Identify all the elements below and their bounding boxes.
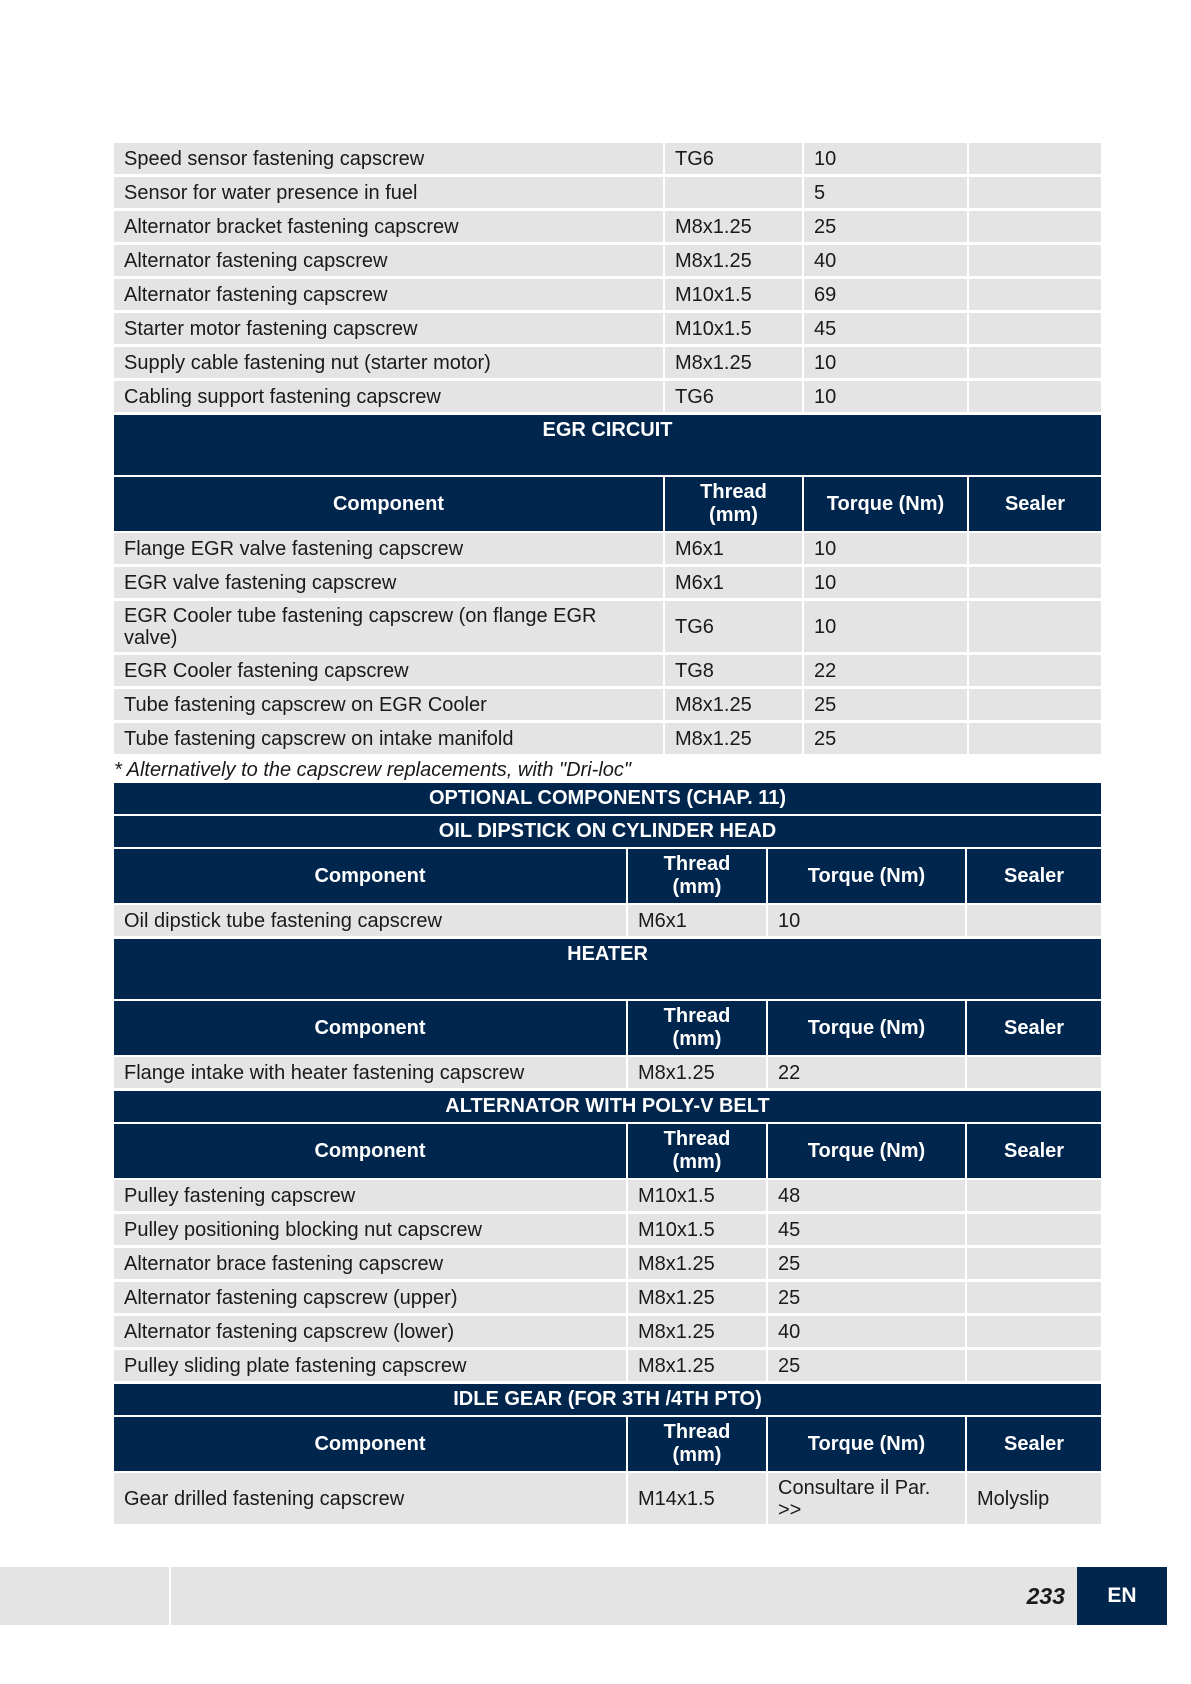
torque-cell: 10 xyxy=(803,566,968,600)
sealer-cell xyxy=(966,1056,1101,1090)
component-header: Component xyxy=(114,1416,627,1472)
torque-cell: 10 xyxy=(803,143,968,176)
sealer-cell xyxy=(968,532,1101,566)
optional-section-title: OPTIONAL COMPONENTS (CHAP. 11) xyxy=(114,783,1101,815)
thread-header xyxy=(627,1416,767,1472)
component-cell: EGR Cooler fastening capscrew xyxy=(114,654,664,688)
torque-header: Torque (Nm) xyxy=(767,1123,966,1179)
sealer-cell xyxy=(966,1179,1101,1213)
sealer-cell xyxy=(966,1213,1101,1247)
table-row xyxy=(114,244,1101,278)
thread-header xyxy=(627,848,767,904)
torque-cell: 10 xyxy=(803,532,968,566)
table-row xyxy=(114,654,1101,688)
footer-left-block xyxy=(0,1567,169,1625)
table-row xyxy=(114,532,1101,566)
component-cell: Flange EGR valve fastening capscrew xyxy=(114,532,664,566)
thread-cell: M8x1.25 xyxy=(627,1247,767,1281)
torque-header: Torque (Nm) xyxy=(803,476,968,532)
torque-cell: 22 xyxy=(767,1056,966,1090)
footnote: * Alternatively to the capscrew replacements, with "Dri-loc" xyxy=(114,759,631,781)
torque-cell: 25 xyxy=(803,722,968,756)
table-row xyxy=(114,1056,1101,1090)
egr-section-title: EGR CIRCUIT xyxy=(114,414,1101,477)
torque-header: Torque (Nm) xyxy=(767,848,966,904)
torque-cell: 40 xyxy=(803,244,968,278)
component-cell: Alternator fastening capscrew (upper) xyxy=(114,1281,627,1315)
alternator-section-title: ALTERNATOR WITH POLY-V BELT xyxy=(114,1090,1101,1124)
component-cell: Pulley fastening capscrew xyxy=(114,1179,627,1213)
sealer-header: Sealer xyxy=(966,1123,1101,1179)
thread-cell: M6x1 xyxy=(664,566,803,600)
sealer-cell xyxy=(968,688,1101,722)
thread-cell: M8x1.25 xyxy=(627,1349,767,1383)
thread-cell: M14x1.5 xyxy=(627,1472,767,1526)
sealer-cell xyxy=(968,346,1101,380)
thread-cell: M10x1.5 xyxy=(664,312,803,346)
component-cell: Alternator fastening capscrew xyxy=(114,278,664,312)
dipstick-section xyxy=(114,815,1101,938)
component-cell: Tube fastening capscrew on intake manifold xyxy=(114,722,664,756)
table-row xyxy=(114,346,1101,380)
component-cell: Supply cable fastening nut (starter motor) xyxy=(114,346,664,380)
table-row xyxy=(114,1247,1101,1281)
torque-header: Torque (Nm) xyxy=(767,1000,966,1056)
component-cell: Alternator bracket fastening capscrew xyxy=(114,210,664,244)
thread-header-line1: Thread xyxy=(700,481,767,503)
table-header xyxy=(114,1000,1101,1056)
thread-cell: M8x1.25 xyxy=(664,346,803,380)
sealer-cell xyxy=(966,1349,1101,1383)
idle-gear-section xyxy=(114,1383,1101,1526)
thread-header-line1: Thread xyxy=(663,1128,731,1150)
thread-header xyxy=(664,476,803,532)
table-row xyxy=(114,600,1101,654)
component-cell: EGR valve fastening capscrew xyxy=(114,566,664,600)
component-cell: Flange intake with heater fastening capscrew xyxy=(114,1056,627,1090)
sealer-cell xyxy=(968,312,1101,346)
footer-bar xyxy=(171,1567,1077,1625)
torque-cell: 22 xyxy=(803,654,968,688)
torque-cell: 10 xyxy=(767,904,966,938)
torque-cell: 10 xyxy=(803,380,968,414)
thread-cell: M8x1.25 xyxy=(627,1315,767,1349)
thread-cell xyxy=(664,176,803,210)
component-cell: Gear drilled fastening capscrew xyxy=(114,1472,627,1526)
table-row xyxy=(114,688,1101,722)
table-row xyxy=(114,1179,1101,1213)
torque-tables xyxy=(114,143,1101,1527)
table-header xyxy=(114,848,1101,904)
thread-cell: M8x1.25 xyxy=(664,722,803,756)
component-header: Component xyxy=(114,1000,627,1056)
sealer-header: Sealer xyxy=(966,848,1101,904)
table-row xyxy=(114,210,1101,244)
component-cell: Pulley sliding plate fastening capscrew xyxy=(114,1349,627,1383)
component-cell: Pulley positioning blocking nut capscrew xyxy=(114,1213,627,1247)
thread-header-line2: (mm) xyxy=(709,504,758,526)
table-row xyxy=(114,1281,1101,1315)
table-header xyxy=(114,1123,1101,1179)
torque-cell: 45 xyxy=(767,1213,966,1247)
thread-cell: M10x1.5 xyxy=(627,1213,767,1247)
table-row xyxy=(114,1472,1101,1526)
torque-cell: 25 xyxy=(767,1247,966,1281)
table-row xyxy=(114,380,1101,414)
torque-header: Torque (Nm) xyxy=(767,1416,966,1472)
torque-cell: 10 xyxy=(803,346,968,380)
sealer-header: Sealer xyxy=(966,1000,1101,1056)
thread-header-line2: (mm) xyxy=(672,1028,722,1050)
torque-cell: 25 xyxy=(767,1349,966,1383)
sealer-header: Sealer xyxy=(968,476,1101,532)
component-header: Component xyxy=(114,1123,627,1179)
sealer-cell xyxy=(968,278,1101,312)
thread-cell: M8x1.25 xyxy=(627,1056,767,1090)
thread-cell: TG6 xyxy=(664,143,803,176)
thread-header-line2: (mm) xyxy=(672,876,722,898)
component-cell: Tube fastening capscrew on EGR Cooler xyxy=(114,688,664,722)
thread-header xyxy=(627,1123,767,1179)
idle-gear-section-title: IDLE GEAR (FOR 3TH /4TH PTO) xyxy=(114,1383,1101,1417)
thread-header-line1: Thread xyxy=(663,853,731,875)
table-row xyxy=(114,722,1101,756)
torque-cell: 40 xyxy=(767,1315,966,1349)
sealer-cell xyxy=(968,176,1101,210)
torque-cell: Consultare il Par. >> xyxy=(767,1472,966,1526)
table-header xyxy=(114,1416,1101,1472)
component-cell: Alternator fastening capscrew (lower) xyxy=(114,1315,627,1349)
table-row xyxy=(114,278,1101,312)
thread-cell: M10x1.5 xyxy=(664,278,803,312)
top-rows xyxy=(114,143,1101,414)
component-header: Component xyxy=(114,848,627,904)
page-number: 233 xyxy=(1026,1583,1065,1609)
table-row xyxy=(114,904,1101,938)
torque-table-main xyxy=(114,143,1101,757)
sealer-cell xyxy=(966,1247,1101,1281)
sealer-cell xyxy=(968,143,1101,176)
page-footer xyxy=(0,1567,1191,1625)
table-header xyxy=(114,476,1101,532)
component-cell: Speed sensor fastening capscrew xyxy=(114,143,664,176)
sealer-cell xyxy=(968,722,1101,756)
component-header: Component xyxy=(114,476,664,532)
table-row xyxy=(114,176,1101,210)
sealer-cell xyxy=(968,380,1101,414)
component-cell: Oil dipstick tube fastening capscrew xyxy=(114,904,627,938)
table-row xyxy=(114,1213,1101,1247)
sealer-cell xyxy=(968,210,1101,244)
thread-cell: M8x1.25 xyxy=(627,1281,767,1315)
torque-cell: 5 xyxy=(803,176,968,210)
table-row xyxy=(114,1315,1101,1349)
thread-cell: M6x1 xyxy=(627,904,767,938)
component-cell: Alternator fastening capscrew xyxy=(114,244,664,278)
torque-table-optional xyxy=(114,783,1101,1527)
torque-cell: 45 xyxy=(803,312,968,346)
sealer-cell xyxy=(968,654,1101,688)
heater-section xyxy=(114,938,1101,1090)
sealer-cell: Molyslip xyxy=(966,1472,1101,1526)
thread-header-line1: Thread xyxy=(663,1421,731,1443)
thread-cell: M8x1.25 xyxy=(664,210,803,244)
torque-cell: 25 xyxy=(803,688,968,722)
thread-cell: M6x1 xyxy=(664,532,803,566)
sealer-cell xyxy=(966,1315,1101,1349)
thread-header-line2: (mm) xyxy=(672,1151,722,1173)
optional-section xyxy=(114,783,1101,815)
sealer-header: Sealer xyxy=(966,1416,1101,1472)
dipstick-section-title: OIL DIPSTICK ON CYLINDER HEAD xyxy=(114,815,1101,848)
thread-cell: TG6 xyxy=(664,380,803,414)
thread-header xyxy=(627,1000,767,1056)
table-row xyxy=(114,1349,1101,1383)
thread-cell: M8x1.25 xyxy=(664,688,803,722)
component-cell: Alternator brace fastening capscrew xyxy=(114,1247,627,1281)
sealer-cell xyxy=(966,1281,1101,1315)
thread-cell: M8x1.25 xyxy=(664,244,803,278)
component-cell: Cabling support fastening capscrew xyxy=(114,380,664,414)
thread-header-line1: Thread xyxy=(663,1005,731,1027)
sealer-cell xyxy=(966,904,1101,938)
alternator-section xyxy=(114,1090,1101,1383)
torque-cell: 25 xyxy=(767,1281,966,1315)
thread-cell: TG8 xyxy=(664,654,803,688)
heater-section-title: HEATER xyxy=(114,938,1101,1001)
component-cell: EGR Cooler tube fastening capscrew (on flange EGR valve) xyxy=(114,600,664,654)
component-cell: Sensor for water presence in fuel xyxy=(114,176,664,210)
table-row xyxy=(114,312,1101,346)
egr-section xyxy=(114,414,1101,756)
torque-cell: 69 xyxy=(803,278,968,312)
component-cell: Starter motor fastening capscrew xyxy=(114,312,664,346)
torque-cell: 25 xyxy=(803,210,968,244)
thread-cell: M10x1.5 xyxy=(627,1179,767,1213)
sealer-cell xyxy=(968,244,1101,278)
language-tab: EN xyxy=(1077,1567,1167,1625)
thread-header-line2: (mm) xyxy=(672,1444,722,1466)
sealer-cell xyxy=(968,566,1101,600)
thread-cell: TG6 xyxy=(664,600,803,654)
table-row xyxy=(114,143,1101,176)
table-row xyxy=(114,566,1101,600)
torque-cell: 10 xyxy=(803,600,968,654)
sealer-cell xyxy=(968,600,1101,654)
torque-cell: 48 xyxy=(767,1179,966,1213)
